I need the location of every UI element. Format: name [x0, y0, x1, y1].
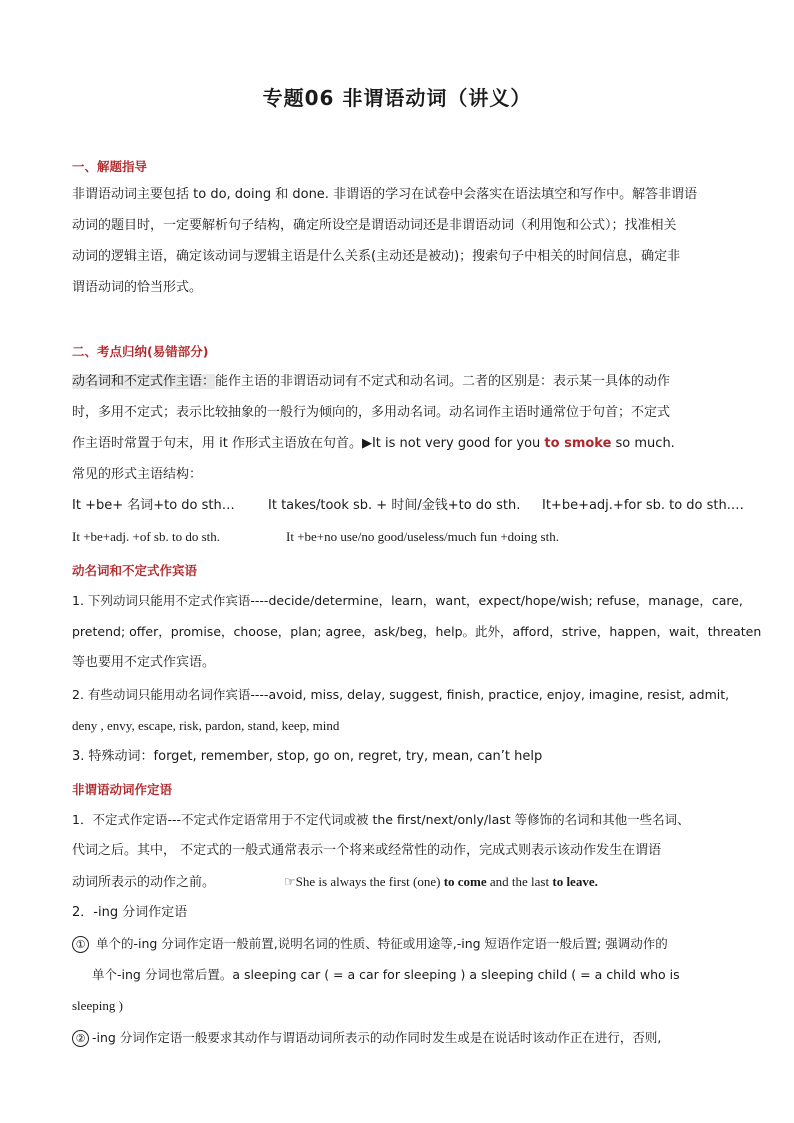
structure-item: It +be+adj. +of sb. to do sth.	[72, 529, 221, 544]
object-line-6: 3. 特殊动词：forget, remember, stop, go on, regret, try, mean, can’t help	[72, 749, 543, 764]
subject-line-3-end: so much.	[611, 436, 675, 451]
subject-label: 动名词和不定式作主语：	[72, 374, 216, 389]
ing-rule-2-line-1	[72, 1029, 722, 1047]
example-text-mid: and the last	[486, 874, 553, 889]
attribute-line-2: 代词之后。其中， 不定式的一般式通常表示一个将来或经常性的动作，完成式则表示该动作发生在谓语	[72, 843, 662, 858]
structure-item: It +be+ 名词+to do sth…	[72, 498, 235, 513]
section-heading-guidance: 一、解题指导	[72, 159, 148, 174]
structure-item: It takes/took sb. + 时间/金钱+to do sth.	[268, 498, 521, 513]
subject-line-1	[72, 373, 722, 391]
example-text: ☞She is always the first (one)	[284, 874, 444, 889]
circled-number-1: ①	[72, 936, 89, 953]
subheading-attribute: 非谓语动词作定语	[72, 782, 173, 797]
structure-item: It+be+adj.+for sb. to do sth.…	[542, 498, 744, 513]
object-line-5: deny , envy, escape, risk, pardon, stand, keep, mind	[72, 718, 340, 733]
example-highlight: to smoke	[544, 436, 612, 451]
attribute-line-1: 1．不定式作定语---不定式作定语常用于不定代词或被 the first/next/only/last 等修饰的名词和其他一些名词、	[72, 812, 690, 827]
ing-rule-2-text: -ing 分词作定语一般要求其动作与谓语动词所表示的动作同时发生或是在说话时该动作正在进行，否则,	[92, 1030, 662, 1045]
page-title: 专题06 非谓语动词（讲义）	[262, 86, 532, 110]
guidance-line-3: 动词的逻辑主语，确定该动词与逻辑主语是什么关系(主动还是被动)；搜索句子中相关的时间信息，确定非	[72, 249, 681, 264]
ing-rule-1-line-1	[72, 935, 722, 953]
example-bold-2: to leave.	[552, 874, 598, 889]
structure-item: It +be+no use/no good/useless/much fun +doing sth.	[286, 529, 559, 544]
subject-line-3-text: 作主语时常置于句末，用 it 作形式主语放在句首。▶It is not very good for you	[72, 436, 545, 451]
guidance-line-2: 动词的题目时，一定要解析句子结构，确定所设空是谓语动词还是非谓语动词（利用饱和公式）；找准相关	[72, 218, 677, 233]
attribute-line-3	[72, 873, 722, 892]
guidance-line-1: 非谓语动词主要包括 to do, doing 和 done. 非谓语的学习在试卷中会落实在语法填空和写作中。解答非谓语	[72, 187, 698, 202]
attribute-example	[284, 873, 598, 891]
circled-number-2: ②	[72, 1030, 89, 1047]
object-line-1: 1. 下列动词只能用不定式作宾语----decide/determine，learn，want，expect/hope/wish; refuse，manage，care,	[72, 593, 743, 608]
object-line-2: pretend; offer，promise，choose，plan; agree，ask/beg，help。此外，afford，strive，happen，wait，threaten	[72, 624, 762, 639]
subject-line-2: 时，多用不定式；表示比较抽象的一般行为倾向的，多用动名词。动名词作主语时通常位于句首；不定式	[72, 405, 671, 420]
formal-subject-intro: 常见的形式主语结构：	[72, 467, 203, 482]
object-line-3: 等也要用不定式作宾语。	[72, 655, 216, 670]
example-bold-1: to come	[443, 874, 487, 889]
ing-rule-1-line-2: 单个-ing 分词也常后置。a sleeping car ( = a car for sleeping ) a sleeping child ( = a child who is	[92, 967, 680, 982]
subject-line-1-text: 能作主语的非谓语动词有不定式和动名词。二者的区别是：表示某一具体的动作	[215, 374, 671, 389]
subject-line-3	[72, 435, 722, 453]
ing-rule-1-text: 单个的-ing 分词作定语一般前置,说明名词的性质、特征或用途等,-ing 短语作定语一般后置; 强调动作的	[92, 936, 668, 951]
ing-rule-1-line-3: sleeping )	[72, 998, 123, 1013]
object-line-4: 2. 有些动词只能用动名词作宾语----avoid, miss, delay, suggest, finish, practice, enjoy, imagine, resist, admit,	[72, 687, 730, 702]
subheading-object: 动名词和不定式作宾语	[72, 563, 198, 578]
ing-participle-heading: 2．-ing 分词作定语	[72, 905, 188, 920]
attribute-line-3-text: 动词所表示的动作之前。	[72, 875, 216, 890]
guidance-line-4: 谓语动词的恰当形式。	[72, 280, 203, 295]
section-heading-key-points: 二、考点归纳(易错部分)	[72, 344, 209, 359]
